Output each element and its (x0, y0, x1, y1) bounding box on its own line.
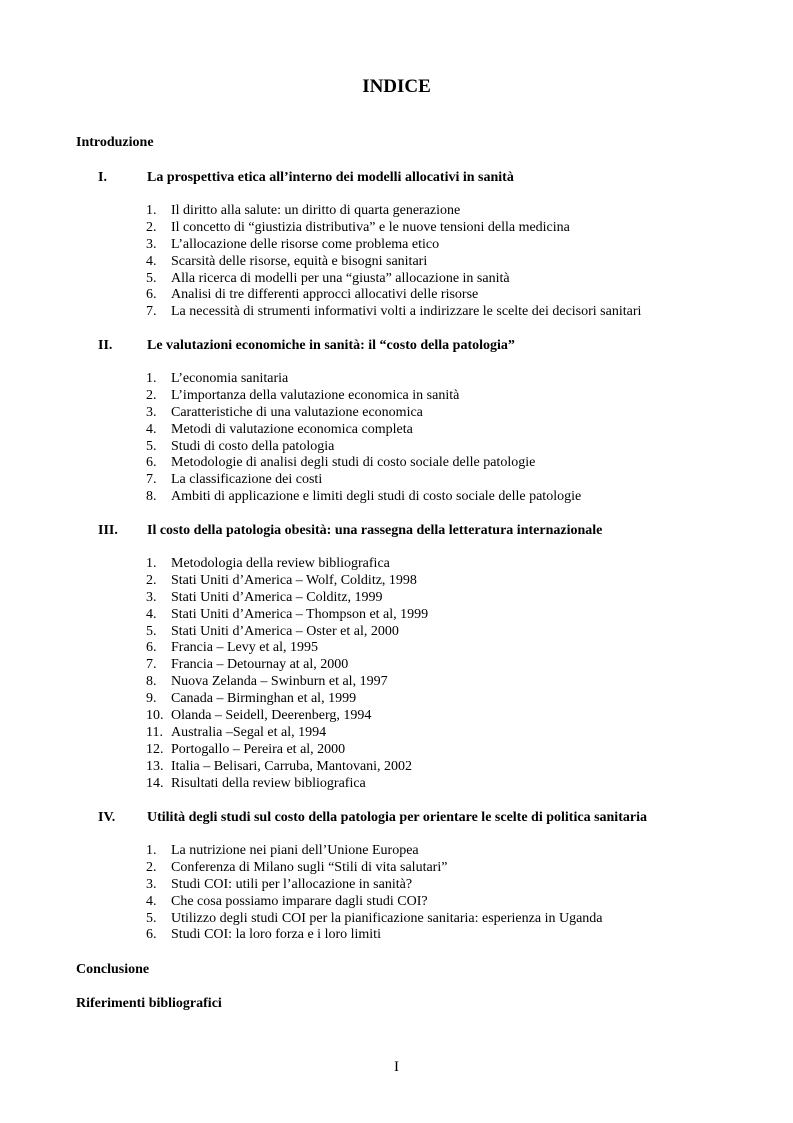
item-number: 2. (146, 219, 157, 235)
section-number: I. (98, 170, 107, 185)
conclusion-heading: Conclusione (76, 962, 150, 977)
list-item (0, 488, 793, 505)
item-text: Conferenza di Milano sugli “Stili di vita salutari” (171, 859, 448, 875)
item-text: Stati Uniti d’America – Wolf, Colditz, 1998 (171, 572, 417, 588)
item-number: 1. (146, 371, 157, 386)
list-item (0, 842, 793, 859)
section-number: III. (98, 523, 118, 538)
list-item (0, 758, 793, 775)
list-item (0, 673, 793, 690)
item-number: 1. (146, 556, 157, 571)
item-number: 14. (146, 775, 164, 791)
item-number: 5. (146, 438, 157, 454)
list-item (0, 623, 793, 640)
item-number: 5. (146, 623, 157, 639)
section-3 (0, 522, 793, 791)
section-4 (0, 809, 793, 943)
item-number: 11. (146, 724, 163, 740)
item-number: 8. (146, 674, 157, 690)
item-number: 6. (146, 927, 157, 943)
item-number: 8. (146, 489, 157, 505)
list-item (0, 876, 793, 893)
item-text: Olanda – Seidell, Deerenberg, 1994 (171, 708, 372, 724)
list-item (0, 741, 793, 758)
item-text: Scarsità delle risorse, equità e bisogni sanitari (171, 253, 428, 269)
item-number: 1. (146, 203, 157, 218)
section-number: II. (98, 338, 113, 353)
item-text: Analisi di tre differenti approcci allocativi delle risorse (171, 287, 479, 303)
list-item (0, 404, 793, 421)
list-item (0, 286, 793, 303)
list-item (0, 656, 793, 673)
section-heading (0, 522, 793, 539)
list-item (0, 555, 793, 572)
item-text: Metodologie di analisi degli studi di costo sociale delle patologie (171, 455, 536, 471)
list-item (0, 236, 793, 253)
item-number: 4. (146, 606, 157, 622)
section-1 (0, 169, 793, 320)
item-number: 2. (146, 387, 157, 403)
list-item (0, 859, 793, 876)
list-item (0, 707, 793, 724)
section-items (0, 370, 793, 505)
list-item (0, 690, 793, 707)
item-number: 3. (146, 404, 157, 420)
item-number: 3. (146, 236, 157, 252)
list-item (0, 438, 793, 455)
section-items (0, 842, 793, 943)
list-item (0, 253, 793, 270)
item-number: 10. (146, 708, 164, 724)
item-number: 6. (146, 640, 157, 656)
introduction-heading: Introduzione (76, 135, 154, 150)
item-text: Italia – Belisari, Carruba, Mantovani, 2002 (171, 758, 413, 774)
item-text: L’allocazione delle risorse come problema etico (171, 236, 440, 252)
item-number: 12. (146, 741, 164, 757)
list-item (0, 589, 793, 606)
list-item (0, 202, 793, 219)
item-number: 9. (146, 691, 157, 707)
item-text: Francia – Levy et al, 1995 (171, 640, 318, 656)
item-text: Alla ricerca di modelli per una “giusta” allocazione in sanità (171, 270, 510, 286)
item-text: Nuova Zelanda – Swinburn et al, 1997 (171, 674, 388, 690)
list-item (0, 910, 793, 927)
item-number: 7. (146, 304, 157, 320)
list-item (0, 303, 793, 320)
item-text: Ambiti di applicazione e limiti degli studi di costo sociale delle patologie (171, 489, 582, 505)
item-text: La necessità di strumenti informativi volti a indirizzare le scelte dei decisori sanitari (171, 304, 642, 320)
item-text: Studi COI: la loro forza e i loro limiti (171, 927, 381, 943)
item-number: 5. (146, 910, 157, 926)
references-heading: Riferimenti bibliografici (76, 996, 222, 1011)
item-text: Risultati della review bibliografica (171, 775, 366, 791)
item-text: Il concetto di “giustizia distributiva” e le nuove tensioni della medicina (171, 219, 570, 235)
item-number: 4. (146, 253, 157, 269)
item-text: Canada – Birminghan et al, 1999 (171, 691, 357, 707)
section-heading (0, 337, 793, 354)
item-text: Australia –Segal et al, 1994 (171, 724, 327, 740)
list-item (0, 471, 793, 488)
list-item (0, 370, 793, 387)
item-number: 1. (146, 843, 157, 858)
section-title: Le valutazioni economiche in sanità: il “costo della patologia” (147, 338, 515, 353)
section-heading (0, 809, 793, 826)
item-text: La nutrizione nei piani dell’Unione Europea (171, 843, 419, 858)
item-text: Studi di costo della patologia (171, 438, 335, 454)
item-number: 13. (146, 758, 164, 774)
item-text: Portogallo – Pereira et al, 2000 (171, 741, 346, 757)
item-text: Stati Uniti d’America – Thompson et al, 1999 (171, 606, 429, 622)
item-text: Caratteristiche di una valutazione economica (171, 404, 423, 420)
item-number: 6. (146, 287, 157, 303)
item-number: 3. (146, 589, 157, 605)
list-item (0, 775, 793, 792)
item-text: L’economia sanitaria (171, 371, 289, 386)
item-text: Il diritto alla salute: un diritto di quarta generazione (171, 203, 461, 218)
list-item (0, 606, 793, 623)
list-item (0, 387, 793, 404)
item-number: 7. (146, 657, 157, 673)
item-number: 4. (146, 893, 157, 909)
section-number: IV. (98, 810, 116, 825)
item-text: Utilizzo degli studi COI per la pianificazione sanitaria: esperienza in Uganda (171, 910, 603, 926)
item-number: 7. (146, 472, 157, 488)
item-text: L’importanza della valutazione economica in sanità (171, 387, 460, 403)
list-item (0, 421, 793, 438)
item-number: 4. (146, 421, 157, 437)
item-text: Che cosa possiamo imparare dagli studi COI? (171, 893, 428, 909)
section-2 (0, 337, 793, 505)
item-number: 2. (146, 859, 157, 875)
item-text: Stati Uniti d’America – Oster et al, 2000 (171, 623, 399, 639)
list-item (0, 219, 793, 236)
item-number: 5. (146, 270, 157, 286)
list-item (0, 572, 793, 589)
item-text: Metodi di valutazione economica completa (171, 421, 413, 437)
item-number: 2. (146, 572, 157, 588)
page-title: INDICE (362, 76, 431, 97)
section-items (0, 202, 793, 320)
list-item (0, 724, 793, 741)
list-item (0, 639, 793, 656)
item-text: Studi COI: utili per l’allocazione in sanità? (171, 876, 413, 892)
section-heading (0, 169, 793, 186)
section-title: La prospettiva etica all’interno dei modelli allocativi in sanità (147, 170, 514, 185)
item-number: 3. (146, 876, 157, 892)
page-number: I (394, 1059, 399, 1075)
list-item (0, 454, 793, 471)
item-text: Stati Uniti d’America – Colditz, 1999 (171, 589, 383, 605)
item-number: 6. (146, 455, 157, 471)
item-text: La classificazione dei costi (171, 472, 323, 488)
item-text: Metodologia della review bibliografica (171, 556, 390, 571)
item-text: Francia – Detournay at al, 2000 (171, 657, 349, 673)
list-item (0, 270, 793, 287)
section-title: Utilità degli studi sul costo della patologia per orientare le scelte di politica sanitaria (147, 810, 647, 825)
list-item (0, 926, 793, 943)
section-title: Il costo della patologia obesità: una rassegna della letteratura internazionale (147, 523, 603, 538)
list-item (0, 893, 793, 910)
section-items (0, 555, 793, 791)
